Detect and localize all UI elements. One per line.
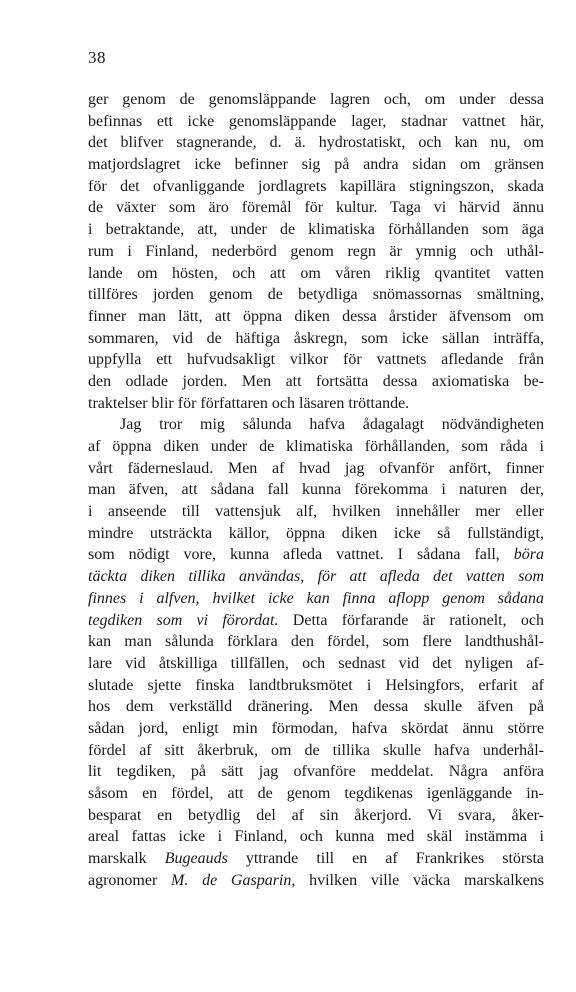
text-line (88, 761, 544, 783)
text-segment: matjordslagret icke befinner sig på andra sidan om gränsen (88, 156, 544, 174)
text-segment: som nödigt vore, kunna afleda vattnet. I sådana fall, (88, 546, 514, 564)
text-line (88, 566, 544, 588)
italic-text: täckta diken tillika användas, för att afleda det vatten som (88, 568, 544, 586)
text-line (88, 653, 544, 675)
italic-text: tegdiken som vi förordat. (88, 611, 279, 629)
text-line (88, 393, 544, 415)
text-line (88, 458, 544, 480)
text-segment: ger genom de genomsläppande lagren och, om under dessa (88, 91, 544, 108)
text-segment: af öppna diken under de klimatiska förhållanden, som råda i (88, 438, 544, 455)
text-segment: hos dem verkställd dränering. Men dessa skulle äfven på (88, 698, 544, 716)
text-line (88, 740, 544, 762)
text-segment: rum i Finland, nederbörd genom regn är ymnig och uthål- (88, 242, 544, 260)
text-line (88, 805, 544, 827)
text-segment: de växter som äro föremål för kultur. Taga vi härvid ännu (88, 199, 544, 217)
text-line (88, 631, 544, 653)
text-line (88, 479, 544, 501)
text-line (88, 783, 544, 805)
text-segment: lare vid åtskilliga tillfällen, och sednast vid det nyligen af- (88, 654, 544, 672)
text-segment: vårt fäderneslaud. Men af hvad jag ofvanför anfört, finner (88, 459, 544, 477)
text-segment: uppfylla ett hufvudsakligt vilkor för vattnets afledande från (88, 351, 544, 369)
text-segment: hvilken ville väcka marskalkens (295, 871, 544, 889)
text-segment: kan man sålunda förklara den fördel, som flere landthushål- (88, 633, 544, 651)
text-segment: besparat en betydlig del af sin åkerjord. Vi svara, åker- (88, 806, 544, 824)
text-line (88, 328, 544, 350)
text-segment: den odlade jorden. Men att fortsätta dessa axiomatiska be- (88, 372, 544, 390)
italic-text: M. de Gasparin, (171, 871, 296, 889)
text-segment: det blifver stagnerande, d. ä. hydrostatiskt, och kan nu, om (88, 134, 544, 152)
text-segment: lande om hösten, och att om våren riklig qvantitet vatten (88, 264, 544, 282)
text-segment: Jag tror mig sålunda hafva ådagalagt nödvändigheten (120, 416, 544, 434)
text-segment: i betraktande, att, under de klimatiska förhållanden som äga (88, 221, 544, 239)
body-text (88, 89, 544, 891)
italic-text: Bugeauds (164, 850, 228, 868)
text-segment: areal fattas icke i Finland, och kunna med skäl instämma i (88, 828, 544, 846)
text-segment: mindre utsträckta källor, öppna diken icke så fullständigt, (88, 524, 544, 542)
text-segment: yttrande till en af Frankrikes största (227, 850, 545, 868)
text-segment: befinnas ett icke genomsläppande lager, stadnar vattnet här, (88, 112, 544, 130)
text-segment: sådan jord, enligt min förmodan, hafva skördat ännu större (88, 719, 544, 737)
text-line (88, 176, 544, 198)
text-line (88, 111, 544, 133)
text-line (88, 284, 544, 306)
text-line (88, 675, 544, 697)
text-line (88, 349, 544, 371)
text-segment: fördel af sitt åkerbruk, om de tillika skulle hafva underhål- (88, 741, 544, 759)
text-line (88, 89, 544, 111)
text-segment: traktelser blir för författaren och läsaren tröttande. (88, 394, 410, 412)
text-segment: agronomer (88, 871, 172, 889)
text-line (88, 870, 544, 892)
text-segment: såsom en fördel, att de genom tegdikenas igenläggande in- (88, 785, 544, 802)
text-segment: finner man lätt, att öppna diken dessa årstider äfvensom om (88, 307, 544, 325)
italic-text: finnes i alfven, hvilket icke kan finna aflopp genom sådana (88, 589, 544, 607)
page-number: 38 (88, 48, 106, 67)
text-line (88, 588, 544, 610)
text-line (88, 132, 544, 154)
text-segment: tillföres jorden genom de betydliga snömassornas smältning, (88, 286, 544, 304)
text-line (88, 219, 544, 241)
text-line (88, 544, 544, 566)
text-segment: i anseende till vattensjuk alf, hvilken innehåller mer eller (88, 503, 544, 521)
text-segment: lit tegdiken, på sätt jag ofvanföre meddelat. Några anföra (88, 763, 544, 781)
text-line (88, 523, 544, 545)
text-line (88, 848, 544, 870)
text-line (88, 826, 544, 848)
text-segment: sommaren, vid de häftiga åskregn, som icke sällan inträffa, (88, 329, 544, 347)
text-line (88, 610, 544, 632)
text-segment: man äfven, att sådana fall kunna förekomma i naturen der, (88, 481, 544, 499)
text-line (88, 436, 544, 458)
text-line (88, 241, 544, 263)
text-line (88, 501, 544, 523)
italic-text: böra (513, 546, 544, 564)
text-line (88, 696, 544, 718)
text-line (88, 414, 544, 436)
text-line (88, 263, 544, 285)
text-segment: Detta förfarande är rationelt, och (278, 611, 545, 629)
text-line (88, 718, 544, 740)
text-segment: marskalk (88, 850, 165, 868)
text-line (88, 197, 544, 219)
text-segment: för det ofvanliggande jordlagrets kapillära stigningszon, skada (88, 177, 544, 195)
text-line (88, 154, 544, 176)
text-line (88, 306, 544, 328)
text-line (88, 371, 544, 393)
text-segment: slutade sjette finska landtbruksmötet i Helsingfors, erfarit af (88, 676, 544, 694)
